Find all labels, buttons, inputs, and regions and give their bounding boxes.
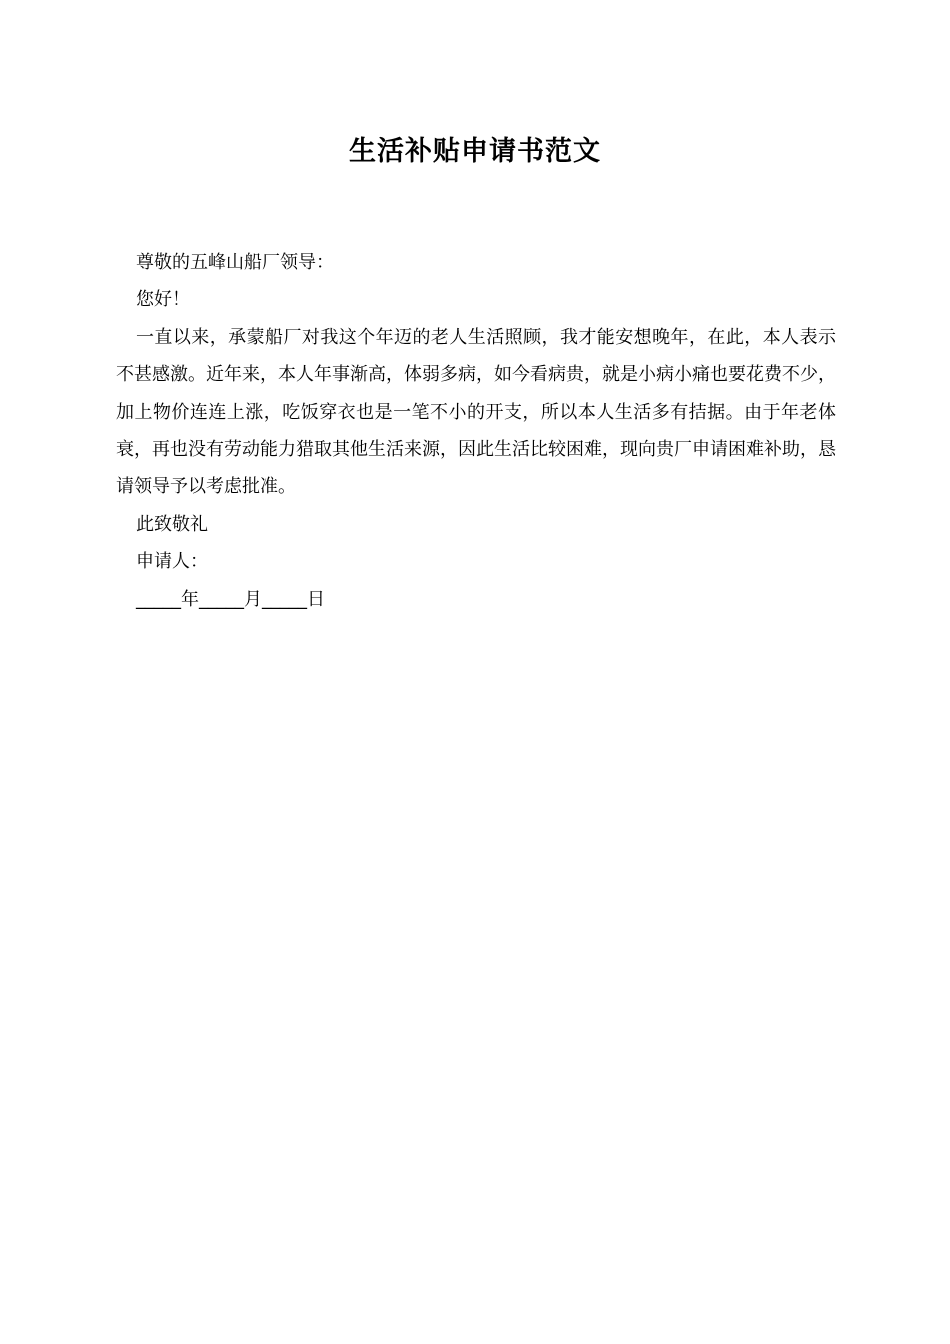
date-line: _____年_____月_____日 <box>136 588 325 610</box>
document-title: 生活补贴申请书范文 <box>349 136 601 167</box>
greeting: 您好！ <box>136 289 190 311</box>
applicant-label: 申请人： <box>136 551 208 573</box>
letter-body <box>116 244 836 618</box>
salutation: 尊敬的五峰山船厂领导： <box>136 252 334 273</box>
main-paragraph: 一直以来，承蒙船厂对我这个年迈的老人生活照顾，我才能安想晚年，在此，本人表示不甚感激。近年来，本人年事渐高，体弱多病，如今看病贵，就是小病小痛也要花费不少，加上物价连连上涨，吃饭穿衣也是一笔不小的开支，所以本人生活多有拮据。由于年老体衰，再也没有劳动能力猎取其他生活来源，因此生活比较困难，现向贵厂申请困难补助，恳请领导予以考虑批准。 <box>116 326 836 498</box>
closing: 此致敬礼 <box>136 513 208 535</box>
